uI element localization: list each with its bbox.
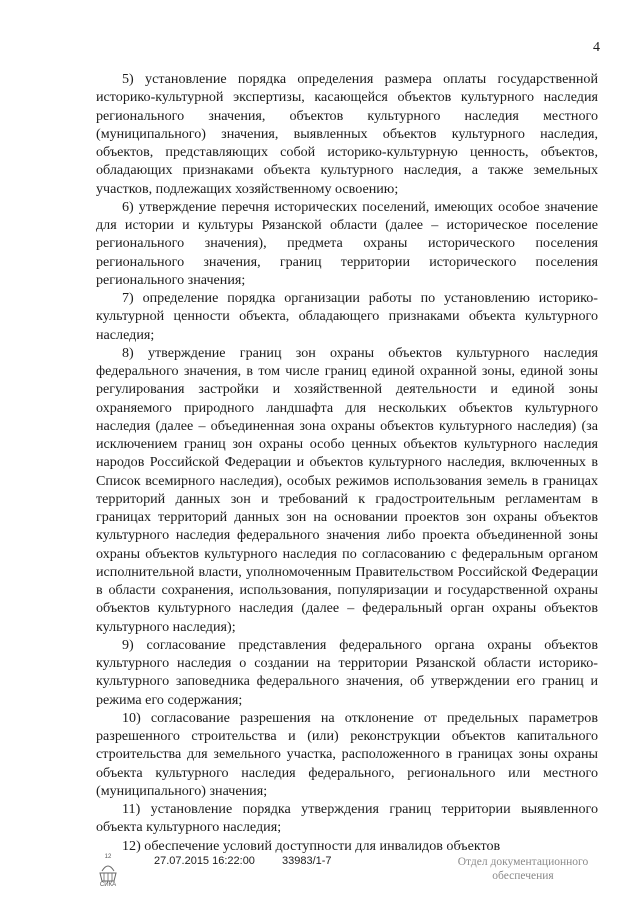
paragraph-item-6: 6) утверждение перечня исторических поселений, имеющих особое значение для истории и культуры Рязанской области (далее – историческое поселение регионального значения), предмета охраны исторического поселения регионального значения, границ территории исторического поселения регионального значения;	[96, 198, 598, 288]
stamp-line-1: Отдел документационного	[457, 856, 589, 868]
footer-document-id: 33983/1-7	[282, 855, 332, 867]
page-number: 4	[593, 40, 600, 55]
footer-timestamp: 27.07.2015 16:22:00	[154, 855, 255, 867]
sika-logo-icon	[96, 851, 120, 887]
stamp-line-2: обеспечения	[492, 870, 554, 882]
paragraph-item-10: 10) согласование разрешения на отклонение от предельных параметров разрешенного строительства и (или) реконструкции объектов капитального строительства для земельного участка, расположенного в границах зоны охраны объекта культурного наследия федерального, регионального или местного (муниципального) значения;	[96, 709, 598, 799]
paragraph-item-11: 11) установление порядка утверждения границ территории выявленного объекта культурного наследия;	[96, 801, 598, 836]
department-stamp	[448, 855, 598, 883]
logo-number: 12	[104, 854, 112, 860]
paragraph-item-5: 5) установление порядка определения размера оплаты государственной историко-культурной экспертизы, касающейся объектов культурного наследия регионального значения, объектов культурного наследия местного (муниципального) значения, выявленных объектов культурного наследия, объектов, представляющих собой историко-культурную ценность, объектов, обладающих признаками объекта культурного наследия, а также земельных участков, подлежащих хозяйственному освоению;	[96, 71, 598, 197]
paragraph-item-7: 7) определение порядка организации работы по установлению историко-культурной ценности объекта, обладающего признаками объекта культурного наследия;	[96, 290, 598, 343]
logo-text: СИКА	[99, 882, 117, 887]
paragraph-item-12: 12) обеспечение условий доступности для инвалидов объектов	[122, 837, 501, 854]
paragraph-item-8: 8) утверждение границ зон охраны объектов культурного наследия федерального значения, в том числе границ единой охранной зоны, единой зоны регулирования застройки и хозяйственной деятельности и единой зоны охраняемого природного ландшафта для нескольких объектов культурного наследия (далее – объединенная зона охраны объектов культурного наследия) (за исключением границ зон охраны особо ценных объектов культурного наследия народов Российской Федерации и объектов культурного наследия, включенных в Список всемирного наследия), особых режимов использования земель в границах территорий данных зон и требований к градостроительным регламентам в границах территорий данных зон на основании проектов зон охраны объектов культурного наследия федерального значения либо проекта объединенной зоны охраны объектов культурного наследия по согласованию с федеральным органом исполнительной власти, уполномоченным Правительством Российской Федерации в области сохранения, использования, популяризации и государственной охраны объектов культурного наследия (далее – федеральный орган охраны объектов культурного наследия);	[96, 344, 598, 635]
document-body	[96, 70, 598, 855]
page-footer	[96, 855, 616, 895]
paragraph-item-9: 9) согласование представления федерального органа охраны объектов культурного наследия о создании на территории Рязанской области историко-культурного заповедника федерального значения, об утверждении его границ и режима его содержания;	[96, 636, 598, 708]
